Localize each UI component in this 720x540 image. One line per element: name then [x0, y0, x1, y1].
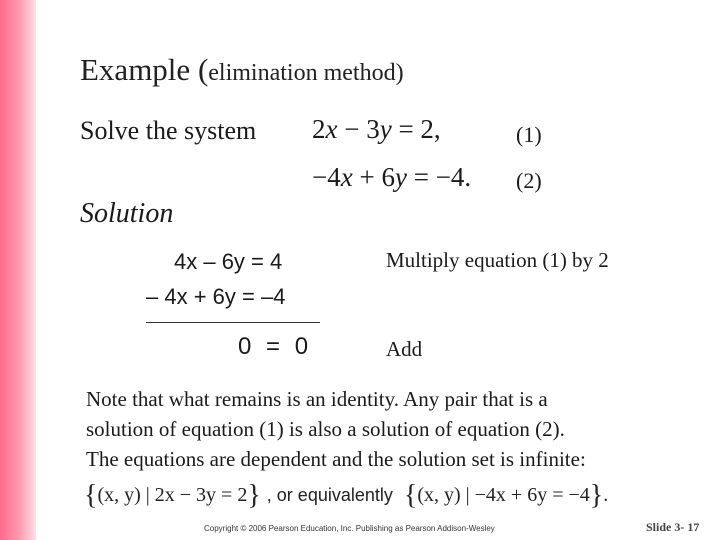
eq1-var-y: y — [379, 114, 392, 144]
eq2-coef-x: −4 — [312, 162, 341, 192]
solution-note-add: Add — [386, 337, 423, 361]
eq1-coef-x: 2 — [312, 114, 326, 144]
paragraph-line-3: The equations are dependent and the solution set is infinite: — [86, 447, 586, 471]
title-main: Example — [80, 52, 191, 87]
solution-step-1: 4x – 6y = 4 — [174, 249, 283, 274]
solution-note-multiply: Multiply equation (1) by 2 — [386, 248, 609, 272]
paragraph-line-2: solution of equation (1) is also a solution of equation (2). — [86, 417, 565, 441]
left-accent-bar — [0, 0, 36, 540]
solution-set-2: (x, y) | −4x + 6y = −4 — [417, 484, 590, 506]
equation-2-label: (2) — [516, 168, 542, 193]
title-paren: ( — [197, 52, 209, 87]
solution-heading: Solution — [80, 198, 174, 229]
equation-1 — [312, 114, 441, 145]
title-subtitle: elimination method) — [208, 60, 404, 86]
solution-step-2: – 4x + 6y = –4 — [146, 284, 286, 309]
footer-copyright: Copyright © 2006 Pearson Education, Inc. Publishing as Pearson Addison-Wesley — [204, 524, 495, 533]
solution-set-line — [84, 480, 608, 512]
eq2-rhs: = −4. — [406, 162, 472, 192]
paragraph-line-1: Note that what remains is an identity. Any pair that is a — [86, 387, 548, 411]
eq2-var-y: y — [394, 162, 407, 192]
set-end-period: . — [603, 484, 609, 506]
eq1-op: − 3 — [337, 114, 380, 144]
slide-title — [80, 52, 404, 88]
solution-result: 0 = 0 — [238, 333, 313, 360]
set-brace-open-2: { — [403, 480, 418, 511]
set-brace-close: } — [247, 480, 261, 511]
set-connector: , or equivalently — [266, 485, 398, 505]
sum-divider-line — [146, 322, 320, 323]
eq1-rhs: = 2, — [391, 114, 441, 144]
eq2-var-x: x — [340, 162, 353, 192]
set-brace-open: { — [84, 480, 98, 511]
eq2-op: + 6 — [352, 162, 395, 192]
eq1-var-x: x — [325, 114, 338, 144]
set-brace-close-2: } — [589, 480, 604, 511]
slide-number: Slide 3- 17 — [646, 520, 700, 534]
equation-2 — [312, 162, 471, 193]
solution-set-1: (x, y) | 2x − 3y = 2 — [97, 484, 248, 506]
problem-lead: Solve the system — [80, 116, 257, 145]
equation-1-label: (1) — [516, 122, 542, 147]
